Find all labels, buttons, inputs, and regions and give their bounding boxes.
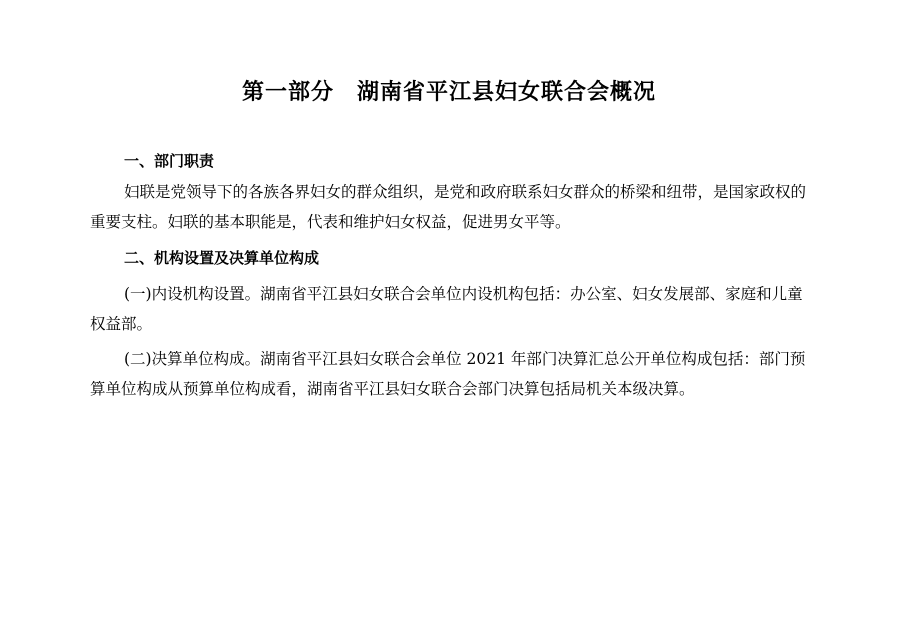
section-heading-duties: 一、部门职责 (124, 152, 215, 170)
section-heading-structure: 二、机构设置及决算单位构成 (124, 249, 320, 267)
page-title: 第一部分 湖南省平江县妇女联合会概况 (241, 80, 656, 105)
paragraph-accounting-units: (二)决算单位构成。湖南省平江县妇女联合会单位 2021 年部门决算汇总公开单位构成包括：部门预算单位构成从预算单位构成看，湖南省平江县妇女联合会部门决算包括局机关本级决算。 (90, 350, 806, 398)
paragraph-duties: 妇联是党领导下的各族各界妇女的群众组织，是党和政府联系妇女群众的桥梁和纽带，是国家政权的重要支柱。妇联的基本职能是，代表和维护妇女权益，促进男女平等。 (90, 183, 807, 231)
paragraph-internal-departments: (一)内设机构设置。湖南省平江县妇女联合会单位内设机构包括：办公室、妇女发展部、家庭和儿童权益部。 (90, 285, 803, 333)
